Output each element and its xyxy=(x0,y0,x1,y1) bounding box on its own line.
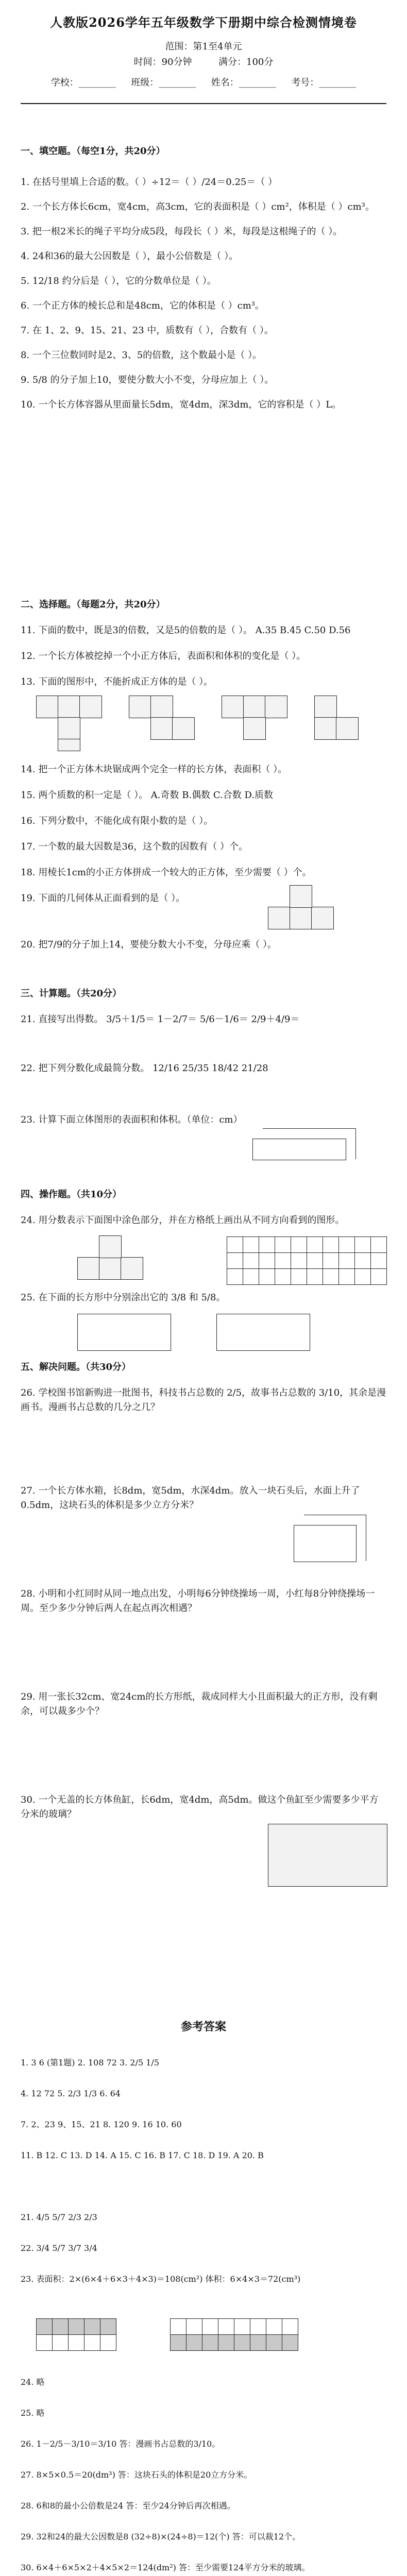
answers-title: 参考答案 xyxy=(180,2020,226,2033)
student-info-row xyxy=(0,75,407,89)
answer-12: 28. 6和8的最小公倍数是24 答：至少24分钟后再次相遇。 xyxy=(21,2501,235,2511)
score-text: 满分：100分 xyxy=(218,57,274,67)
mc9-figure xyxy=(268,896,381,933)
calc-3: 23. 计算下面立体图形的表面积和体积。（单位：cm） xyxy=(21,1114,243,1125)
time-text: 时间：90分钟 xyxy=(133,57,192,67)
mc3-figures xyxy=(36,696,371,752)
answer-10: 26. 1－2/5－3/10＝3/10 答：漫画书占总数的3/10。 xyxy=(21,2439,221,2449)
answer-9: 25. 略 xyxy=(21,2408,45,2418)
calc-2: 22. 把下列分数化成最简分数。 12/16 25/35 18/42 21/28 xyxy=(21,1063,268,1074)
calc3-figure xyxy=(237,1128,381,1170)
section-2: 二、选择题。（每题2分，共20分） xyxy=(21,599,165,610)
school-label: 学校：________ xyxy=(50,77,116,88)
question-8: 8. 一个三位数同时是2、3、5的倍数，这个数最小是（ ）。 xyxy=(21,350,262,361)
app-3: 28. 小明和小红同时从同一地点出发，小明每6分钟绕操场一周，小红每8分钟绕操场一周。至少多少分钟后两人在起点再次相遇？ xyxy=(21,1588,375,1614)
mc-2: 12. 一个长方体被挖掉一个小正方体后，表面积和体积的变化是（ ）。 xyxy=(21,651,306,662)
name-label: 姓名：________ xyxy=(211,77,276,88)
mc-9: 19. 下面的几何体从正面看到的是（ ）。 xyxy=(21,893,185,904)
answer-7: 23. 表面积：2×(6×4＋6×3＋4×3)＝108(cm²) 体积：6×4×3＝72(cm³) xyxy=(21,2274,301,2284)
q1-10-space xyxy=(21,433,386,567)
question-1: 1. 在括号里填上合适的数。（ ）÷12＝（ ）/24＝0.25＝（ ） xyxy=(21,177,278,188)
mc-1: 11. 下面的数中，既是3的倍数，又是5的倍数的是（ ）。 A.35 B.45 C.50 D.56 xyxy=(21,625,351,636)
question-7: 7. 在 1、2、9、15、21、23 中，质数有（ ），合数有（ ）。 xyxy=(21,325,274,336)
mc-4: 14. 把一个正方体木块锯成两个完全一样的长方体，表面积（ ）。 xyxy=(21,764,287,775)
section-1: 一、填空题。（每空1分，共20分） xyxy=(21,146,165,157)
answer-4: 11. B 12. C 13. D 14. A 15. C 16. B 17. C 18. D 19. A 20. B xyxy=(21,2150,264,2160)
question-5: 5. 12/18 约分后是（ ），它的分数单位是（ ）。 xyxy=(21,276,216,286)
calc-1: 21. 直接写出得数。 3/5＋1/5＝ 1－2/7＝ 5/6－1/6＝ 2/9＋4/9＝ xyxy=(21,1014,300,1025)
rect-5-8 xyxy=(216,1314,310,1351)
op1-shape xyxy=(77,1242,170,1283)
mc-7: 17. 一个数的最大因数是36，这个数的因数有（ ）个。 xyxy=(21,841,248,852)
section-4: 四、操作题。（共10分） xyxy=(21,1189,122,1200)
answer-11: 27. 8×5×0.5＝20(dm³) 答：这块石头的体积是20立方分米。 xyxy=(21,2470,252,2480)
app-4: 29. 用一张长32cm、宽24cm的长方形纸，裁成同样大小且面积最大的正方形，没有剩余，可以裁多少个？ xyxy=(21,1691,378,1717)
op-2: 25. 在下面的长方形中分别涂出它的 3/8 和 5/8。 xyxy=(21,1292,226,1303)
app-5: 30. 一个无盖的长方体鱼缸，长6dm，宽4dm，高5dm。做这个鱼缸至少需要多少平方分米的玻璃？ xyxy=(21,1794,379,1820)
mc-5: 15. 两个质数的积一定是（ ）。 A.奇数 B.偶数 C.合数 D.质数 xyxy=(21,790,273,801)
time-score-row xyxy=(0,55,407,68)
op-1: 24. 用分数表示下面图中涂色部分，并在方格纸上画出从不同方向看到的图形。 xyxy=(21,1215,345,1226)
question-2: 2. 一个长方体长6cm，宽4cm，高3cm，它的表面积是（ ）cm²，体积是（ ）cm³。 xyxy=(21,201,375,212)
rect-3-8 xyxy=(77,1314,171,1351)
app2-figure xyxy=(289,1515,371,1571)
answer-2: 4. 12 72 5. 2/3 1/3 6. 64 xyxy=(21,2089,121,2098)
mc-6: 16. 下列分数中，不能化成有限小数的是（ ）。 xyxy=(21,816,213,826)
class-label: 班级：________ xyxy=(131,77,196,88)
app-1: 26. 学校图书馆新购进一批图书，科技书占总数的 2/5，故事书占总数的 3/10，其余是漫画书。漫画书占总数的几分之几？ xyxy=(21,1387,386,1413)
page-title: 人教版2026学年五年级数学下册期中综合检测情境卷 xyxy=(50,15,357,30)
question-9: 9. 5/8 的分子加上10，要使分数大小不变，分母应加上（ ）。 xyxy=(21,375,274,385)
number-label: 考号：________ xyxy=(291,77,357,88)
header-divider xyxy=(21,103,386,104)
mc-10: 20. 把7/9的分子加上14，要使分数大小不变，分母应乘（ ）。 xyxy=(21,939,277,950)
question-4: 4. 24和36的最大公因数是（ ），最小公倍数是（ ）。 xyxy=(21,251,239,262)
answer-3: 7. 2、23 9、15、21 8. 120 9. 16 10. 60 xyxy=(21,2120,182,2129)
app5-figure xyxy=(268,1824,387,1887)
app-2: 27. 一个长方体水箱，长8dm，宽5dm，水深4dm。放入一块石头后，水面上升了0.5dm，这块石头的体积是多少立方分米？ xyxy=(21,1485,360,1511)
answer-grid-2 xyxy=(170,2318,298,2351)
answer-6: 22. 3/4 5/7 3/7 3/4 xyxy=(21,2243,97,2253)
answer-5: 21. 4/5 5/7 2/3 2/3 xyxy=(21,2212,97,2222)
mc-8: 18. 用棱长1cm的小正方体拼成一个较大的正方体，至少需要（ ）个。 xyxy=(21,867,312,878)
range-text: 范围：第1至4单元 xyxy=(165,41,242,52)
question-3: 3. 把一根2米长的绳子平均分成5段，每段长（ ）米，每段是这根绳子的（ ）。 xyxy=(21,226,343,237)
answer-grid-1 xyxy=(36,2318,116,2351)
answer-8: 24. 略 xyxy=(21,2377,45,2387)
answer-1: 1. 3 6 (第1题) 2. 108 72 3. 2/5 1/5 xyxy=(21,2058,159,2067)
mc-3: 13. 下面的图形中，不能折成正方体的是（ ）。 xyxy=(21,676,213,687)
question-10: 10. 一个长方体容器从里面量长5dm，宽4dm，深3dm，它的容积是（ ）L。 xyxy=(21,399,342,410)
section-3: 三、计算题。（共20分） xyxy=(21,988,122,999)
answer-14: 30. 6×4＋6×5×2＋4×5×2＝124(dm²) 答：至少需要124平方分米的玻璃。 xyxy=(21,2563,310,2572)
answer-13: 29. 32和24的最大公因数是8 (32÷8)×(24÷8)＝12(个) 答：可以裁12个。 xyxy=(21,2532,301,2541)
section-5: 五、解决问题。（共30分） xyxy=(21,1362,131,1372)
grid-paper xyxy=(227,1236,387,1285)
question-6: 6. 一个正方体的棱长总和是48cm，它的体积是（ ）cm³。 xyxy=(21,300,265,311)
